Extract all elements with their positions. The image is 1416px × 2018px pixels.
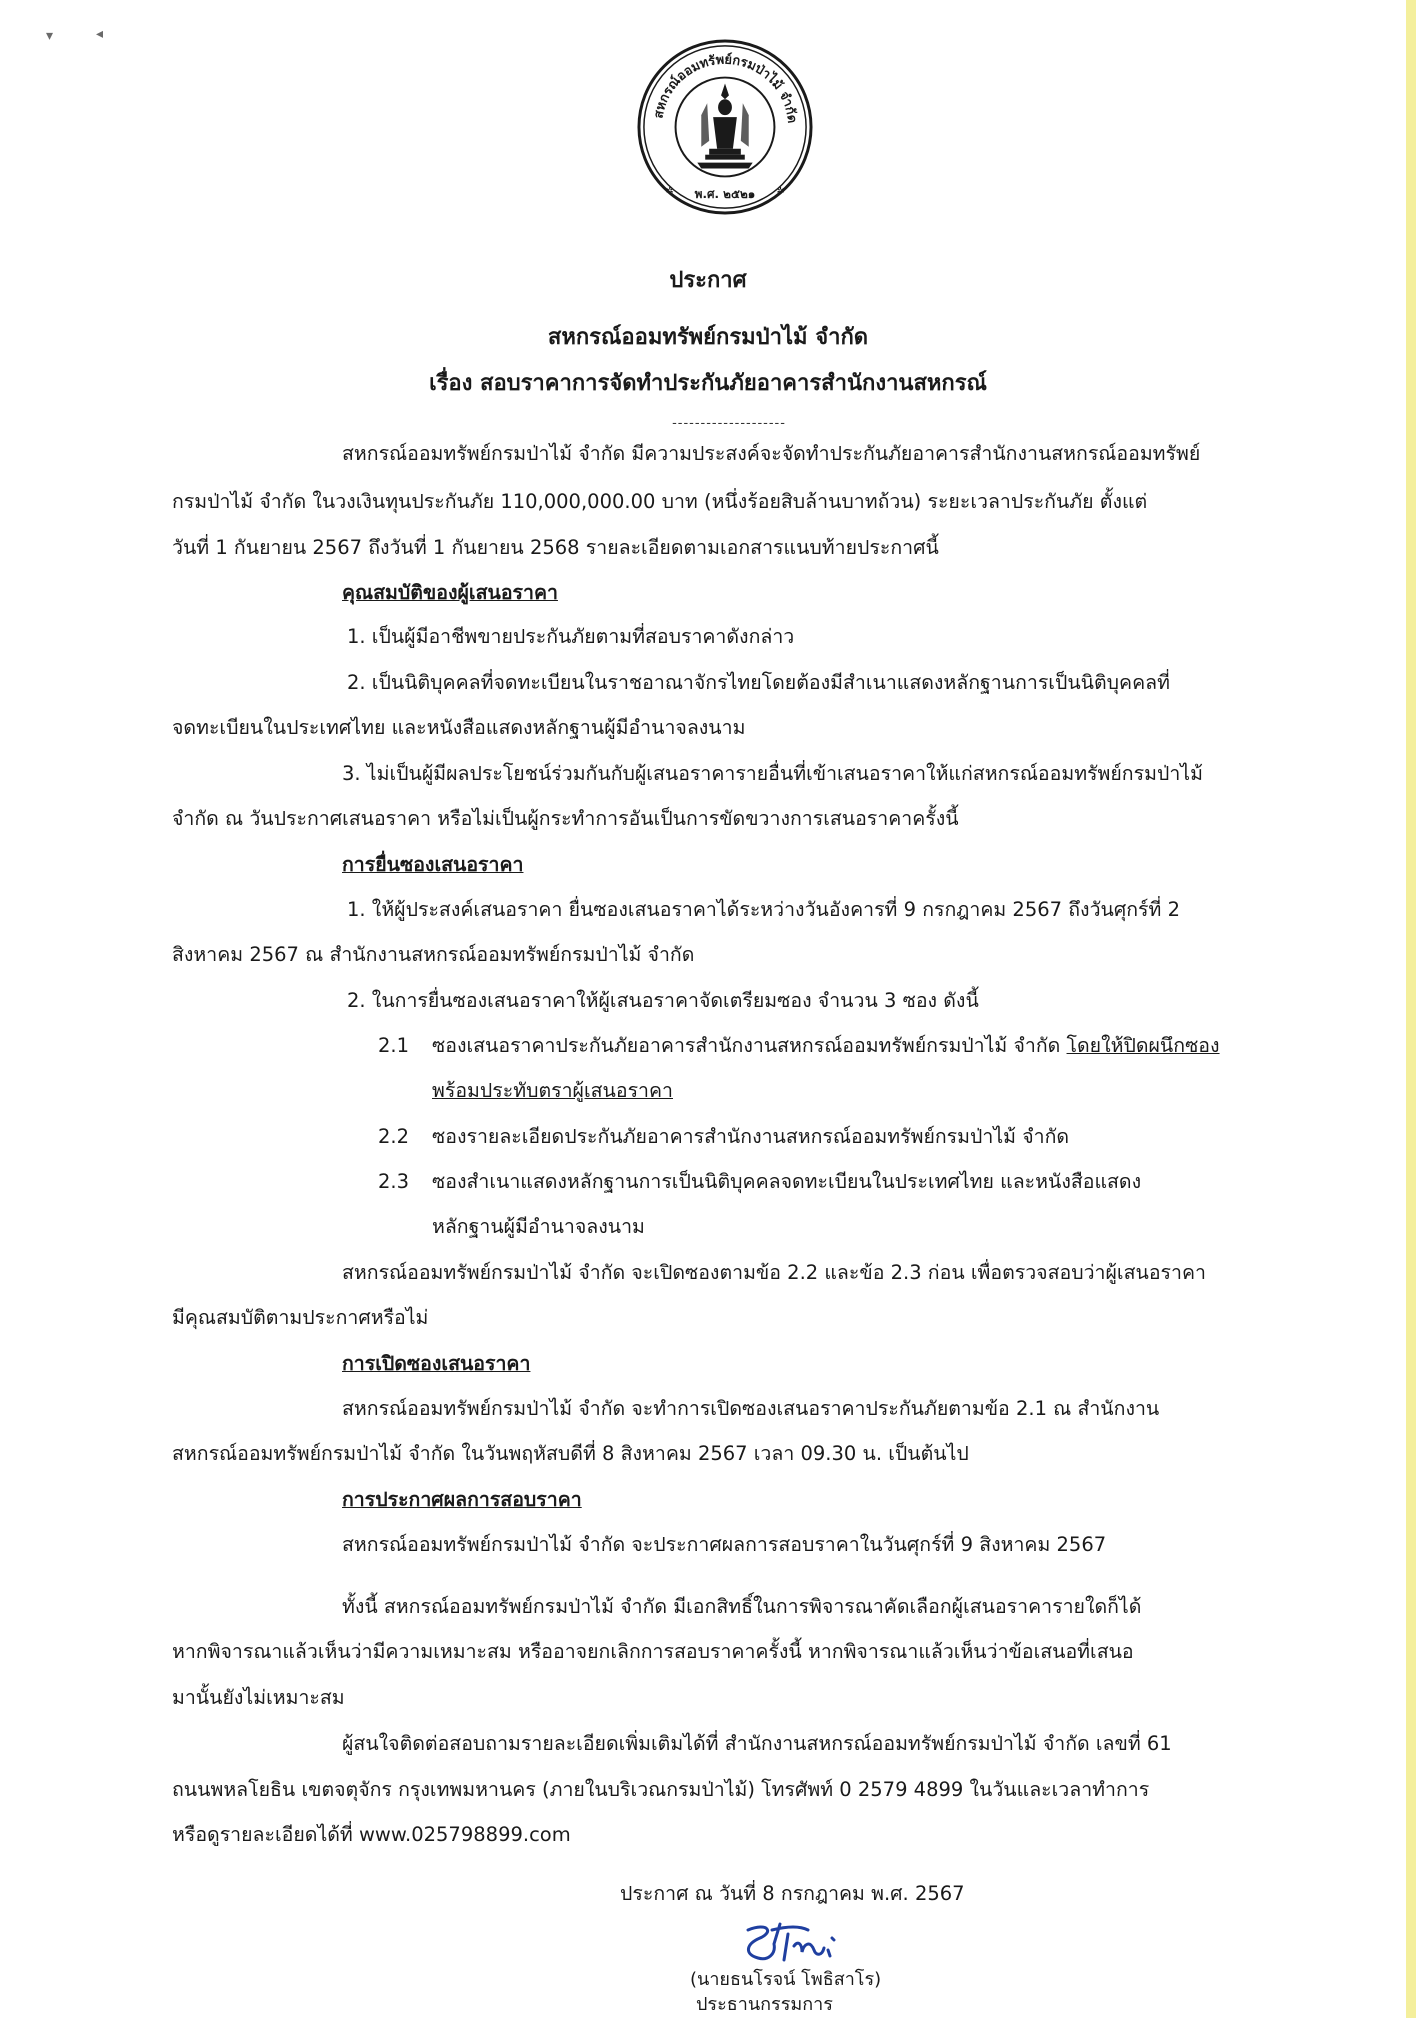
section-heading-submission: การยื่นซองเสนอราคา [342,853,524,876]
opening-text: สหกรณ์ออมทรัพย์กรมป่าไม้ จำกัด ในวันพฤหัสบดีที่ 8 สิงหาคม 2567 เวลา 09.30 น. เป็นต้นไป [172,1442,969,1465]
separator-rule: -------------------- [672,416,786,431]
intro-line: กรมป่าไม้ จำกัด ในวงเงินทุนประกันภัย 110,000,000.00 บาท (หนึ่งร้อยสิบล้านบาทถ้วน) ระยะเวลาประกันภัย ตั้งแต่ [172,490,1148,513]
qualification-item: 1. เป็นผู้มีอาชีพขายประกันภัยตามที่สอบราคาดังกล่าว [347,625,795,648]
intro-line: วันที่ 1 กันยายน 2567 ถึงวันที่ 1 กันยายน 2568 รายละเอียดตามเอกสารแนบท้ายประกาศนี้ [172,536,939,559]
subitem-emphasis: พร้อมประทับตราผู้เสนอราคา [432,1079,673,1102]
contact-text: หรือดูรายละเอียดได้ที่ www.025798899.com [172,1823,571,1846]
contact-text: ถนนพหลโยธิน เขตจตุจักร กรุงเทพมหานคร (ภายในบริเวณกรมป่าไม้) โทรศัพท์ 0 2579 4899 ในวันและเวลาทำการ [172,1778,1150,1801]
rights-text: มานั้นยังไม่เหมาะสม [172,1686,345,1709]
opening-text: สหกรณ์ออมทรัพย์กรมป่าไม้ จำกัด จะทำการเปิดซองเสนอราคาประกันภัยตามข้อ 2.1 ณ สำนักงาน [342,1397,1160,1420]
signer-name: (นายธนโรจน์ โพธิสาโร) [690,1969,882,1990]
subitem-emphasis: โดยให้ปิดผนึกซอง [1066,1034,1220,1057]
page-title: ประกาศ [669,268,747,293]
submission-item: 2. ในการยื่นซองเสนอราคาให้ผู้เสนอราคาจัดเตรียมซอง จำนวน 3 ซอง ดังนี้ [347,989,979,1012]
intro-line: สหกรณ์ออมทรัพย์กรมป่าไม้ จำกัด มีความประสงค์จะจัดทำประกันภัยอาคารสำนักงานสหกรณ์ออมทรัพย์ [342,442,1201,465]
scan-mark: ◂ [96,26,104,42]
section-heading-qualifications: คุณสมบัติของผู้เสนอราคา [342,581,558,604]
section-heading-opening: การเปิดซองเสนอราคา [342,1352,531,1375]
submission-note: สหกรณ์ออมทรัพย์กรมป่าไม้ จำกัด จะเปิดซองตามข้อ 2.2 และข้อ 2.3 ก่อน เพื่อตรวจสอบว่าผู้เสนอราคา [342,1261,1206,1284]
scan-mark: ▾ [46,28,54,44]
scan-edge [1406,0,1416,2018]
section-heading-result: การประกาศผลการสอบราคา [342,1488,582,1511]
seal-ring-text: สหกรณ์ออมทรัพย์กรมป่าไม้ จำกัด [651,52,800,125]
announcement-date: ประกาศ ณ วันที่ 8 กรกฎาคม พ.ศ. 2567 [620,1882,965,1905]
qualification-item: 2. เป็นนิติบุคคลที่จดทะเบียนในราชอาณาจักรไทยโดยต้องมีสำเนาแสดงหลักฐานการเป็นนิติบุคคลที่ [347,671,1170,694]
signer-position: ประธานกรรมการ [696,1994,833,2015]
rights-text: ทั้งนี้ สหกรณ์ออมทรัพย์กรมป่าไม้ จำกัด มีเอกสิทธิ์ในการพิจารณาคัดเลือกผู้เสนอราคารายใดก็ได้ [342,1595,1142,1618]
result-text: สหกรณ์ออมทรัพย์กรมป่าไม้ จำกัด จะประกาศผลการสอบราคาในวันศุกร์ที่ 9 สิงหาคม 2567 [342,1533,1107,1556]
subitem-text: ซองเสนอราคาประกันภัยอาคารสำนักงานสหกรณ์ออมทรัพย์กรมป่าไม้ จำกัด โดยให้ปิดผนึกซอง [432,1034,1220,1057]
subitem-text: หลักฐานผู้มีอำนาจลงนาม [432,1215,645,1238]
rights-text: หากพิจารณาแล้วเห็นว่ามีความเหมาะสม หรืออาจยกเลิกการสอบราคาครั้งนี้ หากพิจารณาแล้วเห็นว่าข้อเสนอที่เสนอ [172,1640,1134,1663]
subitem-text: ซองสำเนาแสดงหลักฐานการเป็นนิติบุคคลจดทะเบียนในประเทศไทย และหนังสือแสดง [432,1170,1142,1193]
subitem-number: 2.2 [378,1125,410,1148]
submission-item: สิงหาคม 2567 ณ สำนักงานสหกรณ์ออมทรัพย์กรมป่าไม้ จำกัด [172,943,695,966]
cooperative-seal [636,38,814,216]
contact-text: ผู้สนใจติดต่อสอบถามรายละเอียดเพิ่มเติมได้ที่ สำนักงานสหกรณ์ออมทรัพย์กรมป่าไม้ จำกัด เลขที่ 61 [342,1732,1172,1755]
svg-text:✲: ✲ [776,186,785,198]
submission-note: มีคุณสมบัติตามประกาศหรือไม่ [172,1306,429,1329]
seal-emblem [697,83,752,168]
qualification-item: จำกัด ณ วันประกาศเสนอราคา หรือไม่เป็นผู้กระทำการอันเป็นการขัดขวางการเสนอราคาครั้งนี้ [172,807,959,830]
subject-title: เรื่อง สอบราคาการจัดทำประกันภัยอาคารสำนักงานสหกรณ์ [429,371,987,396]
seal-year-text: พ.ศ. ๒๕๒๑ [694,187,756,202]
submission-item: 1. ให้ผู้ประสงค์เสนอราคา ยื่นซองเสนอราคาได้ระหว่างวันอังคารที่ 9 กรกฎาคม 2567 ถึงวันศุกร์ที่ 2 [347,898,1180,921]
subitem-number: 2.3 [378,1170,410,1193]
subitem-text: ซองรายละเอียดประกันภัยอาคารสำนักงานสหกรณ์ออมทรัพย์กรมป่าไม้ จำกัด [432,1125,1070,1148]
org-title: สหกรณ์ออมทรัพย์กรมป่าไม้ จำกัด [547,325,869,350]
subitem-number: 2.1 [378,1034,410,1057]
qualification-item: จดทะเบียนในประเทศไทย และหนังสือแสดงหลักฐานผู้มีอำนาจลงนาม [172,716,746,739]
qualification-item: 3. ไม่เป็นผู้มีผลประโยชน์ร่วมกันกับผู้เสนอราคารายอื่นที่เข้าเสนอราคาให้แก่สหกรณ์ออมทรัพย์กรมป่าไม้ [342,762,1203,785]
svg-text:✲: ✲ [665,186,674,198]
